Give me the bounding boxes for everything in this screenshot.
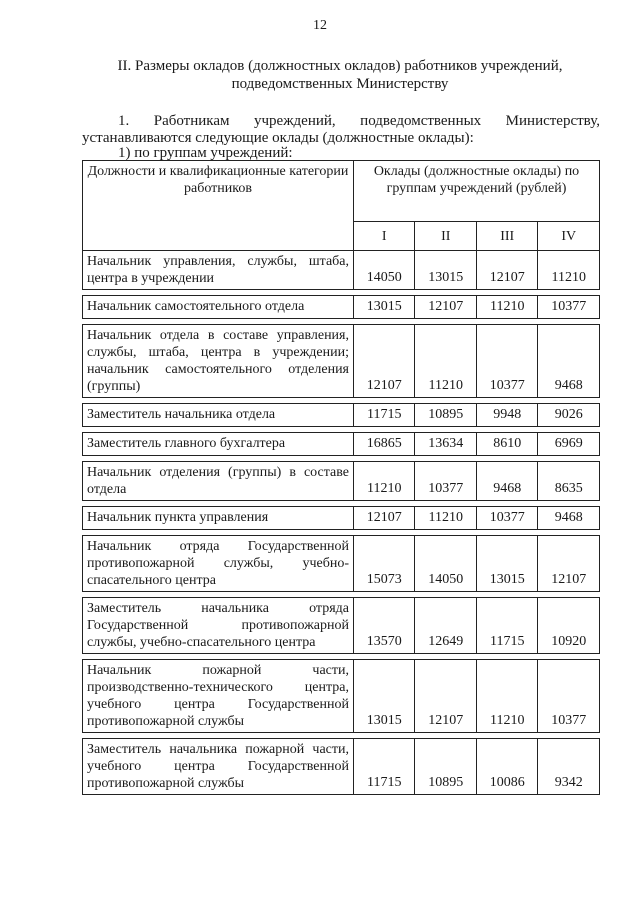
- salary-value: 11210: [476, 296, 537, 319]
- salary-value: 9026: [538, 404, 600, 427]
- salary-value: 10377: [415, 462, 476, 501]
- table-row: [83, 296, 600, 319]
- section-heading: II. Размеры окладов (должностных окладов) работников учреждений, подведомственных Министерству: [117, 58, 563, 92]
- position-name: Заместитель начальника пожарной части, учебного центра Государственной противопожарной службы: [83, 739, 354, 795]
- salary-value: 11210: [354, 462, 415, 501]
- table-row: [83, 739, 600, 795]
- salary-value: 11210: [415, 325, 476, 398]
- position-name: Начальник пожарной части, производственно-технического центра, учебного центра Государственной противопожарной службы: [83, 660, 354, 733]
- salary-value: 14050: [354, 251, 415, 290]
- salary-value: 8635: [538, 462, 600, 501]
- table-row: [83, 598, 600, 654]
- table-row: [83, 325, 600, 398]
- table-row: [83, 462, 600, 501]
- salary-value: 9948: [476, 404, 537, 427]
- header-salaries: Оклады (должностные оклады) по группам учреждений (рублей): [354, 161, 600, 222]
- salary-value: 6969: [538, 433, 600, 456]
- position-name: Начальник отделения (группы) в составе отдела: [83, 462, 354, 501]
- group-label: III: [476, 222, 537, 251]
- group-label: IV: [538, 222, 600, 251]
- intro-paragraph: 1. Работникам учреждений, подведомственных Министерству, устанавливаются следующие оклады (должностные оклады):: [82, 113, 600, 146]
- header-positions: Должности и квалификационные категории работников: [83, 161, 354, 251]
- salary-value: 11715: [476, 598, 537, 654]
- salary-value: 13015: [476, 536, 537, 592]
- salary-value: 12107: [476, 251, 537, 290]
- salary-value: 13634: [415, 433, 476, 456]
- salary-value: 10377: [538, 660, 600, 733]
- salary-value: 16865: [354, 433, 415, 456]
- salary-value: 13570: [354, 598, 415, 654]
- salary-value: 11715: [354, 404, 415, 427]
- salary-value: 13015: [354, 296, 415, 319]
- salary-value: 10377: [538, 296, 600, 319]
- salary-value: 10377: [476, 325, 537, 398]
- salary-value: 12649: [415, 598, 476, 654]
- salary-value: 13015: [354, 660, 415, 733]
- salary-value: 13015: [415, 251, 476, 290]
- page-number: 12: [313, 18, 327, 33]
- sub-paragraph: 1) по группам учреждений:: [118, 145, 293, 161]
- salary-value: 12107: [415, 296, 476, 319]
- salary-value: 10920: [538, 598, 600, 654]
- salary-value: 12107: [415, 660, 476, 733]
- position-name: Начальник отряда Государственной противопожарной службы, учебно-спасательного центра: [83, 536, 354, 592]
- table-row: [83, 433, 600, 456]
- position-name: Заместитель начальника отряда Государственной противопожарной службы, учебно-спасательного центра: [83, 598, 354, 654]
- position-name: Начальник пункта управления: [83, 507, 354, 530]
- salary-value: 15073: [354, 536, 415, 592]
- position-name: Начальник отдела в составе управления, службы, штаба, центра в учреждении; начальник самостоятельного отделения (группы): [83, 325, 354, 398]
- salary-value: 14050: [415, 536, 476, 592]
- table-row: [83, 251, 600, 290]
- salary-value: 9468: [538, 325, 600, 398]
- salary-value: 11210: [476, 660, 537, 733]
- group-label: I: [354, 222, 415, 251]
- salary-value: 12107: [538, 536, 600, 592]
- salary-table: [82, 160, 600, 795]
- salary-value: 12107: [354, 507, 415, 530]
- position-name: Заместитель начальника отдела: [83, 404, 354, 427]
- position-name: Заместитель главного бухгалтера: [83, 433, 354, 456]
- salary-value: 10377: [476, 507, 537, 530]
- table-row: [83, 536, 600, 592]
- position-name: Начальник самостоятельного отдела: [83, 296, 354, 319]
- table-row: [83, 507, 600, 530]
- table-body: [83, 251, 600, 795]
- salary-value: 12107: [354, 325, 415, 398]
- group-label: II: [415, 222, 476, 251]
- salary-value: 8610: [476, 433, 537, 456]
- table-row: [83, 660, 600, 733]
- salary-value: 10086: [476, 739, 537, 795]
- salary-value: 10895: [415, 739, 476, 795]
- position-name: Начальник управления, службы, штаба, центра в учреждении: [83, 251, 354, 290]
- salary-value: 11715: [354, 739, 415, 795]
- salary-value: 11210: [415, 507, 476, 530]
- salary-value: 9342: [538, 739, 600, 795]
- salary-value: 9468: [538, 507, 600, 530]
- salary-value: 9468: [476, 462, 537, 501]
- salary-value: 11210: [538, 251, 600, 290]
- salary-value: 10895: [415, 404, 476, 427]
- table-row: [83, 404, 600, 427]
